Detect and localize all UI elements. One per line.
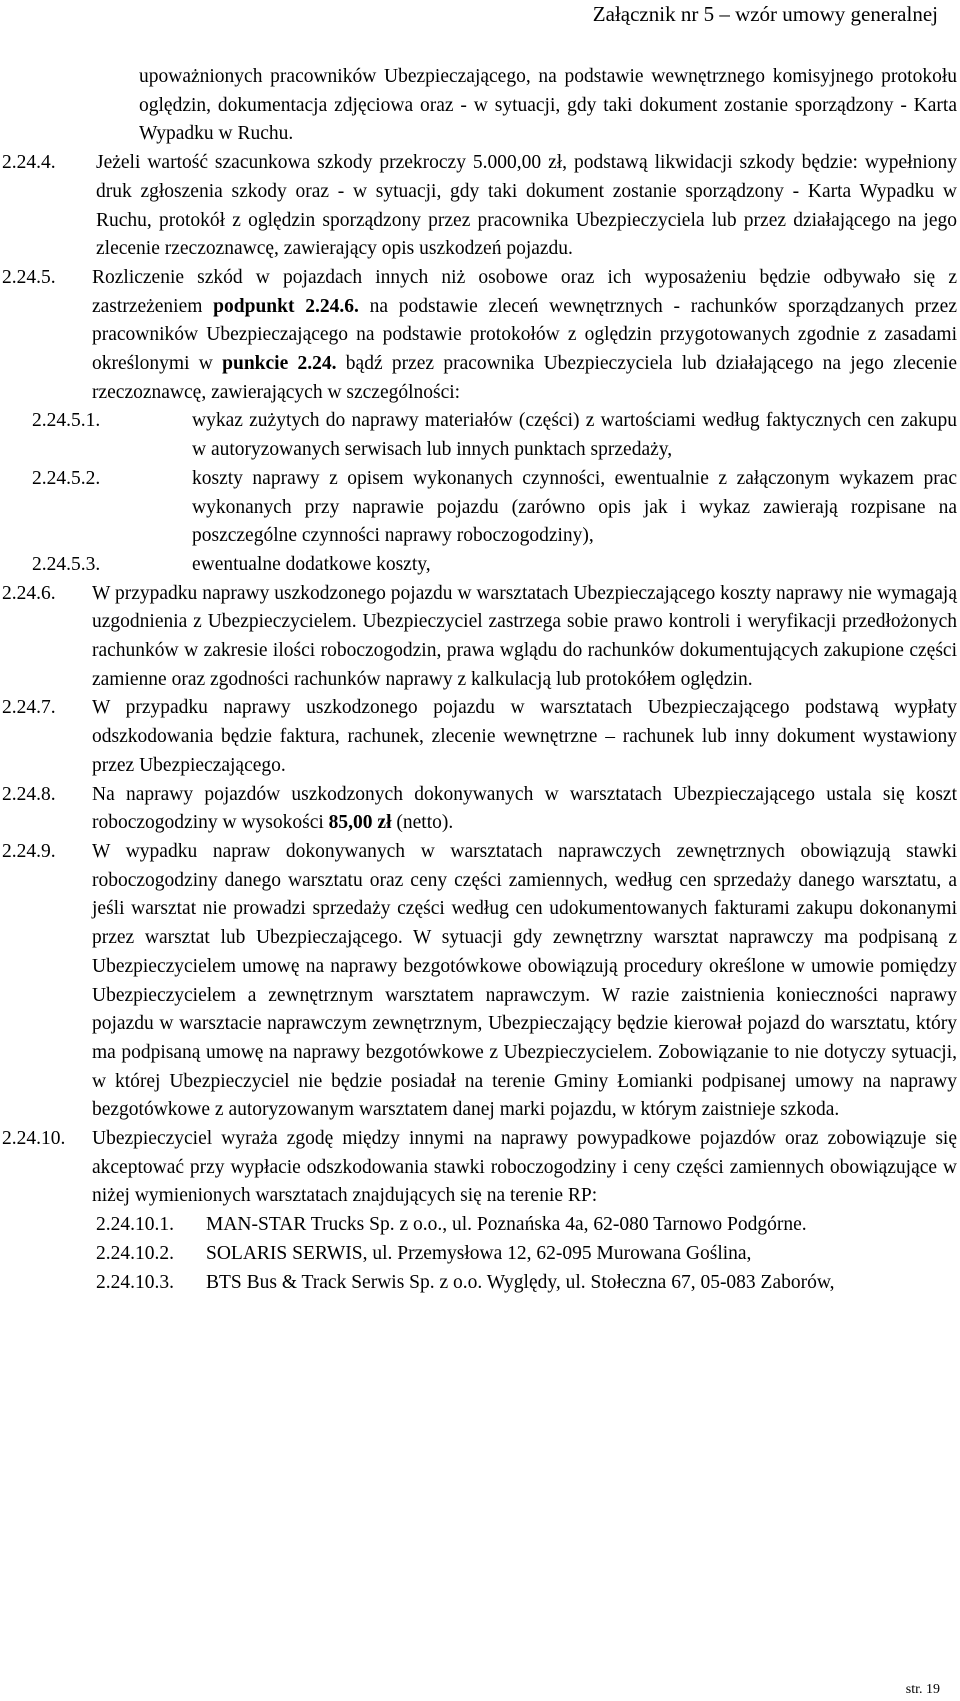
subsection-2-24-5-1: [2, 407, 957, 464]
text-fragment: Na naprawy pojazdów uszkodzonych dokonywanych w warsztatach Ubezpieczającego ustala się koszt roboczogodziny w wysokości: [92, 783, 957, 834]
subsection-number: 2.24.5.2.: [32, 467, 101, 489]
section-number: 2.24.6.: [2, 582, 56, 604]
subsection-text: SOLARIS SERWIS, ul. Przemysłowa 12, 62-095 Murowana Goślina,: [206, 1242, 752, 1264]
section-text: [92, 781, 957, 838]
section-text: Jeżeli wartość szacunkowa szkody przekroczy 5.000,00 zł, podstawą likwidacji szkody będzie: wypełniony druk zgłoszenia szkody oraz - w sytuacji, gdy taki dokument zostanie sporządzony - Karta Wypadku w Ruchu, protokół z oględzin sporządzony przez pracownika Ubezpieczyciela lub przez działającego na jego zlecenie rzeczoznawcę, zawierający opis uszkodzeń pojazdu.: [96, 152, 957, 260]
subsection-2-24-10-3: [2, 1269, 957, 1298]
document-body: [2, 63, 957, 1297]
bold-amount: 85,00 zł: [328, 812, 392, 834]
section-text: W przypadku naprawy uszkodzonego pojazdu w warsztatach Ubezpieczającego podstawą wypłaty odszkodowania będzie faktura, rachunek, zlecenie wewnętrzne – rachunek lub inny dokument wystawiony przez Ubezpieczającego.: [92, 697, 957, 776]
subsection-number: 2.24.5.1.: [32, 410, 101, 432]
text-fragment: bądź przez pracownika Ubezpieczyciela lub działającego na jego zlecenie rzeczoznawcę, zawierających w szczególności:: [92, 353, 957, 403]
subsection-text: wykaz zużytych do naprawy materiałów (części) z wartościami według faktycznych cen zakupu w autoryzowanych serwisach lub innych punktach sprzedaży,: [192, 410, 957, 461]
page-header: Załącznik nr 5 – wzór umowy generalnej: [592, 2, 938, 26]
subsection-2-24-5-2: [2, 465, 957, 551]
subsection-number: 2.24.5.3.: [32, 553, 101, 575]
subsection-number: 2.24.10.1.: [96, 1214, 174, 1236]
section-2-24-9: [2, 838, 957, 1125]
section-number: 2.24.8.: [2, 783, 56, 805]
intro-continuation: upoważnionych pracowników Ubezpieczającego, na podstawie wewnętrznego komisyjnego protokołu oględzin, dokumentacja zdjęciowa oraz - w sytuacji, gdy taki dokument zostanie sporządzony - Karta Wypadku w Ruchu.: [139, 66, 957, 145]
section-2-24-4: [2, 149, 957, 264]
section-2-24-7: [2, 694, 957, 780]
text-fragment: (netto).: [391, 812, 454, 834]
subsection-2-24-10-2: [2, 1240, 957, 1269]
section-text: [92, 264, 957, 408]
subsection-2-24-10-1: [2, 1211, 957, 1240]
section-text: W wypadku napraw dokonywanych w warsztatach naprawczych zewnętrznych obowiązują stawki roboczogodziny danego warsztatu oraz ceny części zamiennych, według cen sprzedaży danego warsztatu, a jeśli warsztat nie prowadzi sprzedaży części według cen udokumentowanych fakturami zakupu dokonanymi przez warsztat lub Ubezpieczającego. W sytuacji gdy zewnętrzny warsztat naprawczy ma podpisaną z Ubezpieczycielem umowę na naprawy bezgotówkowe obowiązują procedury określone w umowie pomiędzy Ubezpieczycielem a zewnętrznym warsztatem naprawczym. W razie zaistnienia konieczności naprawy pojazdu w warsztacie naprawczym zewnętrznym, Ubezpieczający będzie kierował pojazd do warsztatu, który ma podpisaną umowę na naprawy bezgotówkowe z Ubezpieczycielem. Zobowiązanie to nie dotyczy sytuacji, w której Ubezpieczyciel nie będzie posiadał na terenie Gminy Łomianki podpisanej umowy na naprawy bezgotówkowe z autoryzowanym warsztatem danej marki pojazdu, w którym zaistnieje szkoda.: [92, 840, 957, 1121]
bold-reference: punkcie 2.24.: [222, 353, 337, 375]
section-2-24-6: [2, 580, 957, 695]
subsection-text: MAN-STAR Trucks Sp. z o.o., ul. Poznańska 4a, 62-080 Tarnowo Podgórne.: [206, 1214, 807, 1236]
section-2-24-5: [2, 264, 957, 408]
section-number: 2.24.4.: [2, 152, 56, 174]
section-number: 2.24.5.: [2, 266, 56, 288]
section-number: 2.24.10.: [2, 1128, 66, 1150]
section-2-24-10: [2, 1125, 957, 1211]
subsection-text: ewentualne dodatkowe koszty,: [192, 553, 431, 575]
text-fragment: na podstawie zleceń wewnętrznych - rachunków sporządzanych przez pracowników Ubezpieczającego na podstawie protokołów z oględzin przygotowanych zgodnie z zasadami określonymi w: [92, 295, 957, 375]
subsection-text: BTS Bus & Track Serwis Sp. z o.o. Wyględy, ul. Stołeczna 67, 05-083 Zaborów,: [206, 1271, 835, 1293]
section-2-24-8: [2, 781, 957, 838]
bold-reference: podpunkt 2.24.6.: [213, 295, 359, 317]
subsection-text: koszty naprawy z opisem wykonanych czynności, ewentualnie z załączonym wykazem prac wykonanych przy naprawie pojazdu (zarówno opis jak i wykaz zawierają rozpisane na poszczególne czynności naprawy roboczogodziny),: [192, 467, 957, 547]
subsection-2-24-5-3: [2, 551, 957, 580]
section-number: 2.24.9.: [2, 840, 56, 862]
section-number: 2.24.7.: [2, 697, 56, 719]
section-text: Ubezpieczyciel wyraża zgodę między innymi na naprawy powypadkowe pojazdów oraz zobowiązuje się akceptować przy wypłacie odszkodowania stawki roboczogodziny i ceny części zamiennych obowiązujące w niżej wymienionych warsztatach znajdujących się na terenie RP:: [92, 1128, 957, 1207]
subsection-number: 2.24.10.3.: [96, 1271, 174, 1293]
section-text: W przypadku naprawy uszkodzonego pojazdu w warsztatach Ubezpieczającego koszty naprawy nie wymagają uzgodnienia z Ubezpieczycielem. Ubezpieczyciel zastrzega sobie prawo kontroli i weryfikacji przedłożonych rachunków w zakresie ilości roboczogodzin, prawa wglądu do rachunków dokumentujących zakupione części zamienne oraz zgodności rachunków naprawy z kalkulacją lub protokółem oględzin.: [92, 582, 957, 690]
page-number: str. 19: [905, 1682, 940, 1697]
subsection-number: 2.24.10.2.: [96, 1242, 174, 1264]
text-fragment: Rozliczenie szkód w pojazdach innych niż osobowe oraz ich wyposażeniu będzie odbywało się z zastrzeżeniem: [92, 266, 957, 317]
